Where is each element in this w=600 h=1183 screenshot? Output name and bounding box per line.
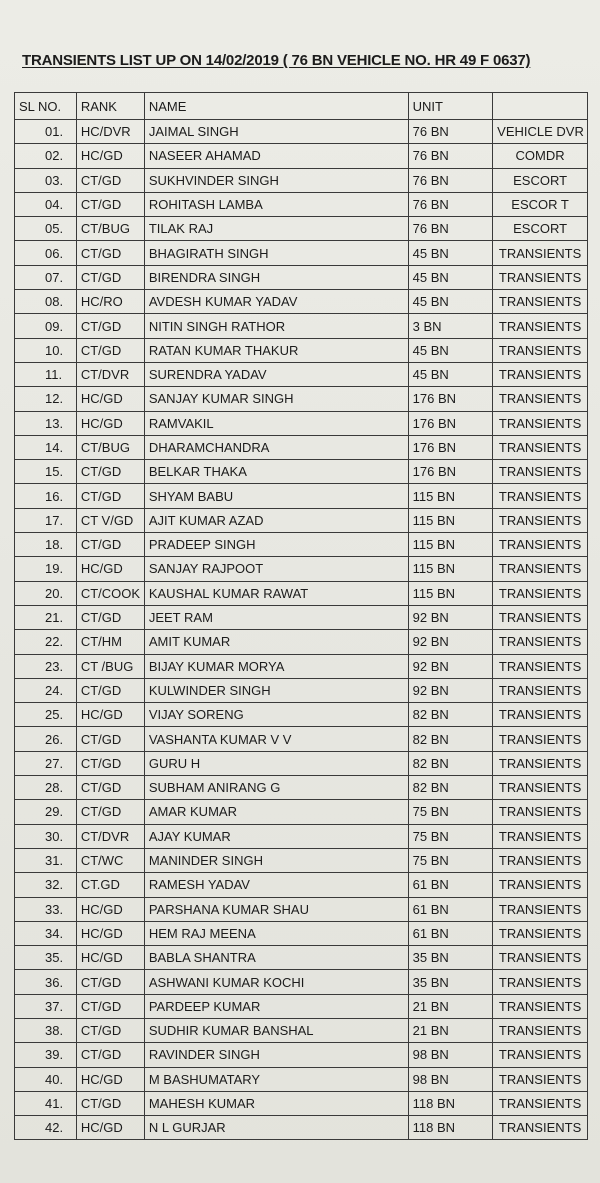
cell-sl-no: 32. [15, 873, 77, 897]
cell-sl-no: 36. [15, 970, 77, 994]
cell-role: TRANSIENTS [493, 824, 588, 848]
cell-role: TRANSIENTS [493, 338, 588, 362]
table-row [15, 800, 588, 824]
cell-rank: CT V/GD [76, 508, 144, 532]
table-row [15, 411, 588, 435]
cell-unit: 176 BN [408, 435, 493, 459]
cell-name: RAMVAKIL [144, 411, 408, 435]
cell-rank: HC/GD [76, 703, 144, 727]
table-row [15, 1067, 588, 1091]
cell-unit: 45 BN [408, 290, 493, 314]
cell-rank: CT/GD [76, 605, 144, 629]
cell-name: AMAR KUMAR [144, 800, 408, 824]
cell-role: TRANSIENTS [493, 1091, 588, 1115]
cell-name: VASHANTA KUMAR V V [144, 727, 408, 751]
cell-sl-no: 16. [15, 484, 77, 508]
cell-role: TRANSIENTS [493, 703, 588, 727]
cell-role: TRANSIENTS [493, 678, 588, 702]
cell-name: GURU H [144, 751, 408, 775]
cell-unit: 82 BN [408, 727, 493, 751]
table-row [15, 168, 588, 192]
cell-rank: HC/GD [76, 387, 144, 411]
cell-rank: CT/GD [76, 533, 144, 557]
cell-unit: 3 BN [408, 314, 493, 338]
cell-role: TRANSIENTS [493, 557, 588, 581]
table-row [15, 897, 588, 921]
cell-role: TRANSIENTS [493, 800, 588, 824]
cell-role: TRANSIENTS [493, 751, 588, 775]
cell-name: NITIN SINGH RATHOR [144, 314, 408, 338]
cell-sl-no: 30. [15, 824, 77, 848]
cell-role: TRANSIENTS [493, 460, 588, 484]
cell-name: PARDEEP KUMAR [144, 994, 408, 1018]
table-row [15, 1091, 588, 1115]
cell-role: TRANSIENTS [493, 1043, 588, 1067]
cell-role: TRANSIENTS [493, 435, 588, 459]
cell-role: TRANSIENTS [493, 897, 588, 921]
cell-unit: 76 BN [408, 168, 493, 192]
table-row [15, 290, 588, 314]
cell-sl-no: 37. [15, 994, 77, 1018]
cell-unit: 35 BN [408, 946, 493, 970]
cell-sl-no: 13. [15, 411, 77, 435]
table-row [15, 751, 588, 775]
cell-rank: CT/GD [76, 1043, 144, 1067]
table-row [15, 630, 588, 654]
cell-role: TRANSIENTS [493, 1018, 588, 1042]
cell-sl-no: 39. [15, 1043, 77, 1067]
table-header-row [15, 93, 588, 120]
cell-name: N L GURJAR [144, 1116, 408, 1140]
cell-rank: CT/GD [76, 168, 144, 192]
cell-unit: 176 BN [408, 411, 493, 435]
cell-unit: 75 BN [408, 824, 493, 848]
cell-unit: 45 BN [408, 241, 493, 265]
cell-name: RAVINDER SINGH [144, 1043, 408, 1067]
cell-role: TRANSIENTS [493, 362, 588, 386]
table-row [15, 970, 588, 994]
cell-unit: 21 BN [408, 1018, 493, 1042]
cell-unit: 92 BN [408, 678, 493, 702]
cell-unit: 115 BN [408, 581, 493, 605]
cell-unit: 176 BN [408, 387, 493, 411]
transients-table [14, 92, 588, 1140]
cell-rank: CT/GD [76, 970, 144, 994]
cell-unit: 82 BN [408, 703, 493, 727]
table-row [15, 508, 588, 532]
cell-sl-no: 01. [15, 120, 77, 144]
cell-role: TRANSIENTS [493, 290, 588, 314]
cell-sl-no: 14. [15, 435, 77, 459]
cell-rank: CT.GD [76, 873, 144, 897]
cell-name: ASHWANI KUMAR KOCHI [144, 970, 408, 994]
cell-name: BIRENDRA SINGH [144, 265, 408, 289]
table-row [15, 557, 588, 581]
cell-rank: CT/GD [76, 994, 144, 1018]
cell-sl-no: 25. [15, 703, 77, 727]
cell-rank: CT/BUG [76, 217, 144, 241]
cell-rank: CT/WC [76, 848, 144, 872]
cell-rank: CT/DVR [76, 824, 144, 848]
table-body [15, 120, 588, 1140]
table-row [15, 605, 588, 629]
cell-role: TRANSIENTS [493, 727, 588, 751]
cell-rank: CT/GD [76, 678, 144, 702]
table-row [15, 946, 588, 970]
cell-name: DHARAMCHANDRA [144, 435, 408, 459]
cell-role: TRANSIENTS [493, 921, 588, 945]
cell-rank: CT/GD [76, 1018, 144, 1042]
cell-sl-no: 04. [15, 192, 77, 216]
cell-sl-no: 34. [15, 921, 77, 945]
cell-sl-no: 05. [15, 217, 77, 241]
header-rank: RANK [76, 93, 144, 120]
cell-sl-no: 15. [15, 460, 77, 484]
cell-rank: CT/GD [76, 776, 144, 800]
cell-sl-no: 08. [15, 290, 77, 314]
cell-sl-no: 22. [15, 630, 77, 654]
table-row [15, 144, 588, 168]
cell-rank: CT/HM [76, 630, 144, 654]
table-row [15, 1018, 588, 1042]
cell-role: ESCOR T [493, 192, 588, 216]
cell-name: BABLA SHANTRA [144, 946, 408, 970]
cell-unit: 76 BN [408, 217, 493, 241]
cell-unit: 45 BN [408, 338, 493, 362]
cell-name: KULWINDER SINGH [144, 678, 408, 702]
cell-role: TRANSIENTS [493, 387, 588, 411]
cell-name: SURENDRA YADAV [144, 362, 408, 386]
cell-rank: CT/COOK [76, 581, 144, 605]
cell-unit: 82 BN [408, 776, 493, 800]
cell-name: SUBHAM ANIRANG G [144, 776, 408, 800]
cell-role: TRANSIENTS [493, 508, 588, 532]
cell-unit: 118 BN [408, 1116, 493, 1140]
cell-rank: CT/GD [76, 727, 144, 751]
cell-rank: CT/GD [76, 241, 144, 265]
cell-rank: CT/GD [76, 484, 144, 508]
cell-unit: 61 BN [408, 921, 493, 945]
table-row [15, 1043, 588, 1067]
cell-rank: HC/DVR [76, 120, 144, 144]
cell-name: JEET RAM [144, 605, 408, 629]
cell-rank: CT/GD [76, 192, 144, 216]
cell-sl-no: 28. [15, 776, 77, 800]
cell-unit: 98 BN [408, 1043, 493, 1067]
cell-rank: HC/GD [76, 946, 144, 970]
cell-role: TRANSIENTS [493, 581, 588, 605]
cell-unit: 115 BN [408, 557, 493, 581]
cell-name: BHAGIRATH SINGH [144, 241, 408, 265]
cell-role: TRANSIENTS [493, 1067, 588, 1091]
table-row [15, 824, 588, 848]
cell-name: HEM RAJ MEENA [144, 921, 408, 945]
cell-sl-no: 26. [15, 727, 77, 751]
table-row [15, 654, 588, 678]
cell-sl-no: 07. [15, 265, 77, 289]
cell-rank: HC/GD [76, 144, 144, 168]
document-title: TRANSIENTS LIST UP ON 14/02/2019 ( 76 BN VEHICLE NO. HR 49 F 0637) [22, 52, 531, 69]
cell-name: AVDESH KUMAR YADAV [144, 290, 408, 314]
table-row [15, 848, 588, 872]
cell-unit: 21 BN [408, 994, 493, 1018]
cell-sl-no: 31. [15, 848, 77, 872]
table-row [15, 776, 588, 800]
cell-role: TRANSIENTS [493, 873, 588, 897]
cell-name: TILAK RAJ [144, 217, 408, 241]
cell-unit: 118 BN [408, 1091, 493, 1115]
cell-rank: CT/GD [76, 1091, 144, 1115]
cell-sl-no: 03. [15, 168, 77, 192]
cell-sl-no: 09. [15, 314, 77, 338]
cell-sl-no: 35. [15, 946, 77, 970]
cell-role: TRANSIENTS [493, 533, 588, 557]
cell-rank: CT/GD [76, 338, 144, 362]
cell-sl-no: 29. [15, 800, 77, 824]
cell-role: TRANSIENTS [493, 654, 588, 678]
cell-name: RATAN KUMAR THAKUR [144, 338, 408, 362]
cell-name: MAHESH KUMAR [144, 1091, 408, 1115]
cell-unit: 115 BN [408, 484, 493, 508]
cell-name: PARSHANA KUMAR SHAU [144, 897, 408, 921]
cell-sl-no: 21. [15, 605, 77, 629]
cell-rank: HC/GD [76, 897, 144, 921]
table-row [15, 338, 588, 362]
cell-name: AMIT KUMAR [144, 630, 408, 654]
cell-name: M BASHUMATARY [144, 1067, 408, 1091]
cell-sl-no: 24. [15, 678, 77, 702]
cell-sl-no: 33. [15, 897, 77, 921]
cell-rank: CT/BUG [76, 435, 144, 459]
cell-role: TRANSIENTS [493, 776, 588, 800]
cell-name: SANJAY KUMAR SINGH [144, 387, 408, 411]
table-row [15, 678, 588, 702]
table-row [15, 120, 588, 144]
cell-name: SUDHIR KUMAR BANSHAL [144, 1018, 408, 1042]
cell-role: TRANSIENTS [493, 314, 588, 338]
cell-name: NASEER AHAMAD [144, 144, 408, 168]
cell-unit: 98 BN [408, 1067, 493, 1091]
cell-name: SUKHVINDER SINGH [144, 168, 408, 192]
table-row [15, 265, 588, 289]
cell-role: TRANSIENTS [493, 265, 588, 289]
cell-unit: 92 BN [408, 654, 493, 678]
cell-unit: 115 BN [408, 533, 493, 557]
cell-sl-no: 18. [15, 533, 77, 557]
table-row [15, 460, 588, 484]
cell-role: COMDR [493, 144, 588, 168]
cell-rank: CT/GD [76, 460, 144, 484]
cell-rank: HC/GD [76, 1067, 144, 1091]
table-row [15, 217, 588, 241]
cell-unit: 92 BN [408, 605, 493, 629]
table-row [15, 873, 588, 897]
cell-role: TRANSIENTS [493, 484, 588, 508]
cell-unit: 115 BN [408, 508, 493, 532]
cell-rank: HC/GD [76, 557, 144, 581]
cell-sl-no: 40. [15, 1067, 77, 1091]
cell-name: BELKAR THAKA [144, 460, 408, 484]
cell-sl-no: 17. [15, 508, 77, 532]
cell-unit: 76 BN [408, 192, 493, 216]
cell-name: RAMESH YADAV [144, 873, 408, 897]
cell-unit: 75 BN [408, 848, 493, 872]
cell-sl-no: 41. [15, 1091, 77, 1115]
cell-unit: 35 BN [408, 970, 493, 994]
cell-sl-no: 19. [15, 557, 77, 581]
cell-role: TRANSIENTS [493, 1116, 588, 1140]
table-row [15, 994, 588, 1018]
cell-rank: HC/GD [76, 1116, 144, 1140]
cell-unit: 92 BN [408, 630, 493, 654]
cell-sl-no: 12. [15, 387, 77, 411]
header-unit: UNIT [408, 93, 493, 120]
cell-sl-no: 38. [15, 1018, 77, 1042]
table-row [15, 435, 588, 459]
table-row [15, 921, 588, 945]
cell-unit: 76 BN [408, 120, 493, 144]
cell-role: TRANSIENTS [493, 605, 588, 629]
cell-sl-no: 10. [15, 338, 77, 362]
cell-sl-no: 02. [15, 144, 77, 168]
cell-rank: CT/GD [76, 265, 144, 289]
cell-rank: CT/GD [76, 751, 144, 775]
cell-role: TRANSIENTS [493, 241, 588, 265]
cell-role: TRANSIENTS [493, 848, 588, 872]
cell-rank: CT /BUG [76, 654, 144, 678]
cell-rank: HC/GD [76, 921, 144, 945]
cell-name: SANJAY RAJPOOT [144, 557, 408, 581]
header-name: NAME [144, 93, 408, 120]
cell-role: TRANSIENTS [493, 994, 588, 1018]
cell-role: TRANSIENTS [493, 970, 588, 994]
table-row [15, 362, 588, 386]
cell-unit: 76 BN [408, 144, 493, 168]
cell-unit: 82 BN [408, 751, 493, 775]
cell-unit: 45 BN [408, 362, 493, 386]
table-row [15, 241, 588, 265]
cell-name: SHYAM BABU [144, 484, 408, 508]
cell-sl-no: 06. [15, 241, 77, 265]
cell-role: TRANSIENTS [493, 946, 588, 970]
cell-unit: 75 BN [408, 800, 493, 824]
cell-name: JAIMAL SINGH [144, 120, 408, 144]
cell-unit: 176 BN [408, 460, 493, 484]
cell-sl-no: 20. [15, 581, 77, 605]
cell-name: MANINDER SINGH [144, 848, 408, 872]
table-row [15, 703, 588, 727]
table-row [15, 387, 588, 411]
cell-name: VIJAY SORENG [144, 703, 408, 727]
cell-role: TRANSIENTS [493, 630, 588, 654]
cell-role: ESCORT [493, 217, 588, 241]
cell-name: KAUSHAL KUMAR RAWAT [144, 581, 408, 605]
table-row [15, 533, 588, 557]
cell-name: AJAY KUMAR [144, 824, 408, 848]
cell-role: ESCORT [493, 168, 588, 192]
table-row [15, 1116, 588, 1140]
cell-unit: 45 BN [408, 265, 493, 289]
cell-rank: HC/GD [76, 411, 144, 435]
cell-name: BIJAY KUMAR MORYA [144, 654, 408, 678]
cell-name: PRADEEP SINGH [144, 533, 408, 557]
cell-unit: 61 BN [408, 873, 493, 897]
cell-name: AJIT KUMAR AZAD [144, 508, 408, 532]
table-row [15, 314, 588, 338]
table-row [15, 484, 588, 508]
table-row [15, 581, 588, 605]
cell-role: TRANSIENTS [493, 411, 588, 435]
header-role [493, 93, 588, 120]
cell-sl-no: 11. [15, 362, 77, 386]
table-row [15, 192, 588, 216]
cell-sl-no: 42. [15, 1116, 77, 1140]
table-row [15, 727, 588, 751]
cell-rank: HC/RO [76, 290, 144, 314]
cell-role: VEHICLE DVR [493, 120, 588, 144]
cell-rank: CT/DVR [76, 362, 144, 386]
header-sl-no: SL NO. [15, 93, 77, 120]
cell-rank: CT/GD [76, 314, 144, 338]
cell-sl-no: 27. [15, 751, 77, 775]
cell-unit: 61 BN [408, 897, 493, 921]
cell-name: ROHITASH LAMBA [144, 192, 408, 216]
cell-rank: CT/GD [76, 800, 144, 824]
cell-sl-no: 23. [15, 654, 77, 678]
